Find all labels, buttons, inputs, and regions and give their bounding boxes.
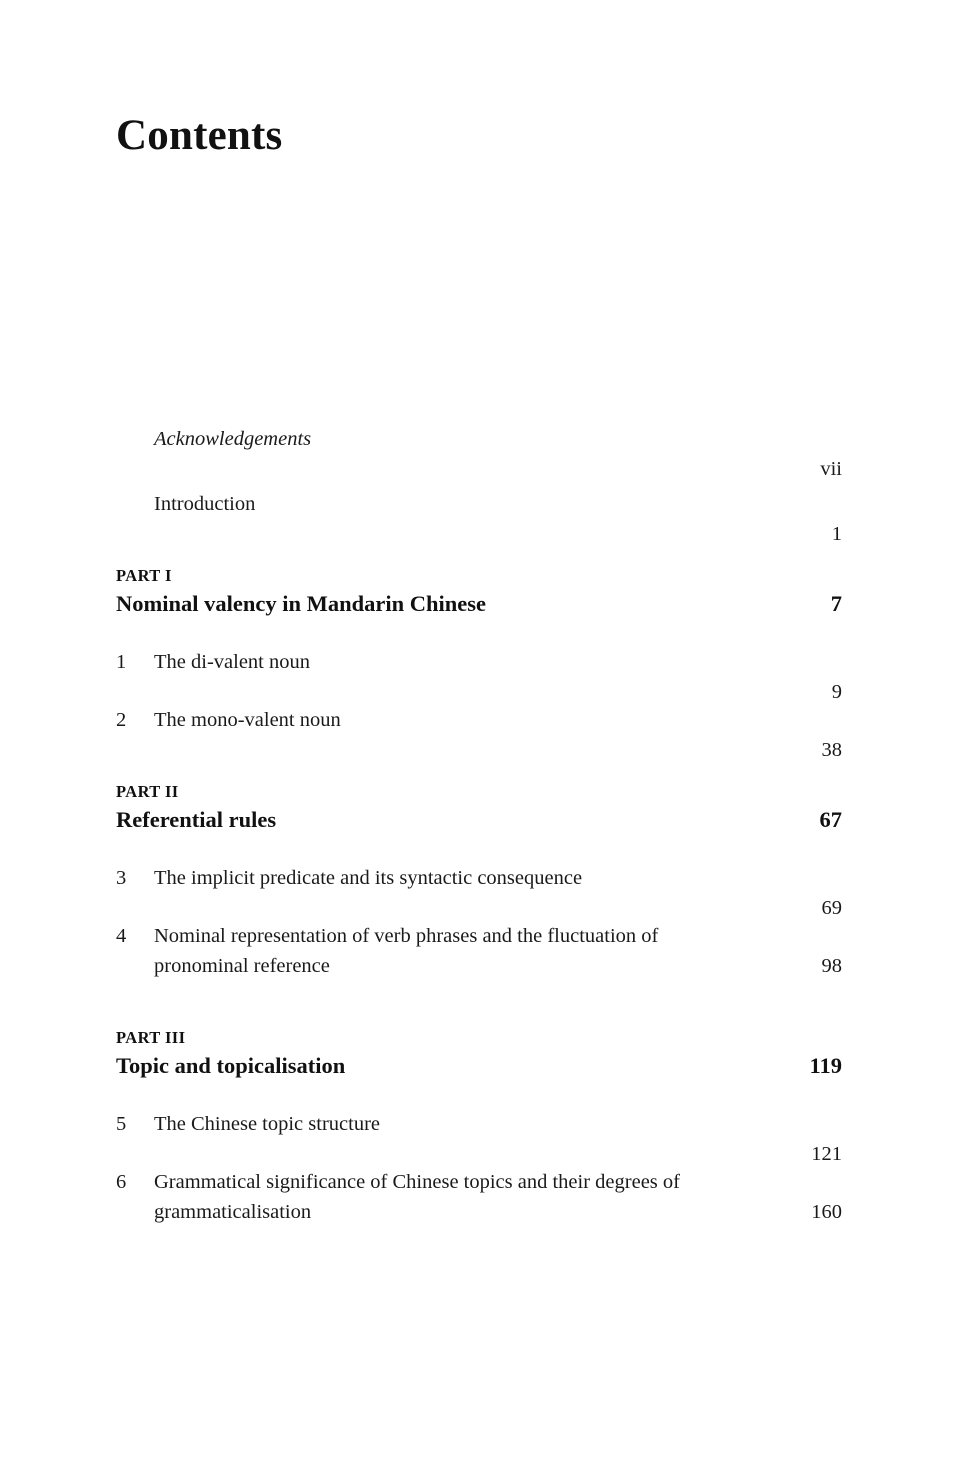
toc-chapter-2[interactable] xyxy=(116,705,842,761)
spacer xyxy=(116,835,842,863)
toc-entry-title: Acknowledgements xyxy=(154,428,312,450)
chapter-number: 3 xyxy=(116,867,127,889)
part-label: PART III xyxy=(116,1028,186,1047)
chapter-page: 69 xyxy=(821,897,842,919)
chapter-number: 1 xyxy=(116,651,127,673)
toc-entry-page: 1 xyxy=(831,523,842,545)
spacer xyxy=(116,454,842,489)
part-title: Topic and topicalisation xyxy=(116,1053,346,1078)
chapter-title: Nominal representation of verb phrases and the fluctuation of pronominal reference xyxy=(154,925,659,977)
spacer xyxy=(116,893,842,921)
chapter-page: 9 xyxy=(831,681,842,703)
toc-chapter-1[interactable] xyxy=(116,647,842,703)
spacer xyxy=(116,981,842,1026)
toc-part-3[interactable] xyxy=(116,1026,842,1081)
chapter-title: Grammatical significance of Chinese topics and their degrees of grammaticalisation xyxy=(154,1171,680,1223)
toc-chapter-4[interactable] xyxy=(116,921,842,981)
spacer xyxy=(116,677,842,705)
spacer xyxy=(116,1081,842,1109)
toc-part-1[interactable] xyxy=(116,564,842,619)
chapter-number: 5 xyxy=(116,1113,127,1135)
chapter-title: The implicit predicate and its syntactic consequence xyxy=(154,867,583,889)
spacer xyxy=(116,735,842,780)
toc-chapter-6[interactable] xyxy=(116,1167,842,1227)
chapter-title: The mono-valent noun xyxy=(154,709,341,731)
chapter-title: The Chinese topic structure xyxy=(154,1113,381,1135)
page-title: Contents xyxy=(116,112,283,159)
chapter-number: 4 xyxy=(116,925,127,947)
part-page: 7 xyxy=(830,591,842,616)
part-page: 119 xyxy=(809,1053,842,1078)
chapter-page: 121 xyxy=(811,1143,842,1165)
part-label: PART II xyxy=(116,782,179,801)
toc-part-2[interactable] xyxy=(116,780,842,835)
spacer xyxy=(116,519,842,564)
part-title: Nominal valency in Mandarin Chinese xyxy=(116,591,487,616)
table-of-contents xyxy=(116,424,842,1227)
toc-chapter-5[interactable] xyxy=(116,1109,842,1165)
toc-chapter-3[interactable] xyxy=(116,863,842,919)
spacer xyxy=(116,619,842,647)
chapter-number: 2 xyxy=(116,709,127,731)
part-label: PART I xyxy=(116,566,172,585)
chapter-number: 6 xyxy=(116,1171,127,1193)
spacer xyxy=(116,1139,842,1167)
part-page: 67 xyxy=(819,807,842,832)
part-title: Referential rules xyxy=(116,807,277,832)
chapter-page: 160 xyxy=(811,1201,842,1223)
toc-entry-acknowledgements[interactable] xyxy=(116,424,842,480)
chapter-page: 98 xyxy=(821,955,842,977)
toc-entry-title: Introduction xyxy=(154,493,256,515)
toc-entry-page: vii xyxy=(820,458,842,480)
chapter-title: The di-valent noun xyxy=(154,651,310,673)
chapter-page: 38 xyxy=(821,739,842,761)
toc-entry-introduction[interactable] xyxy=(116,489,842,545)
